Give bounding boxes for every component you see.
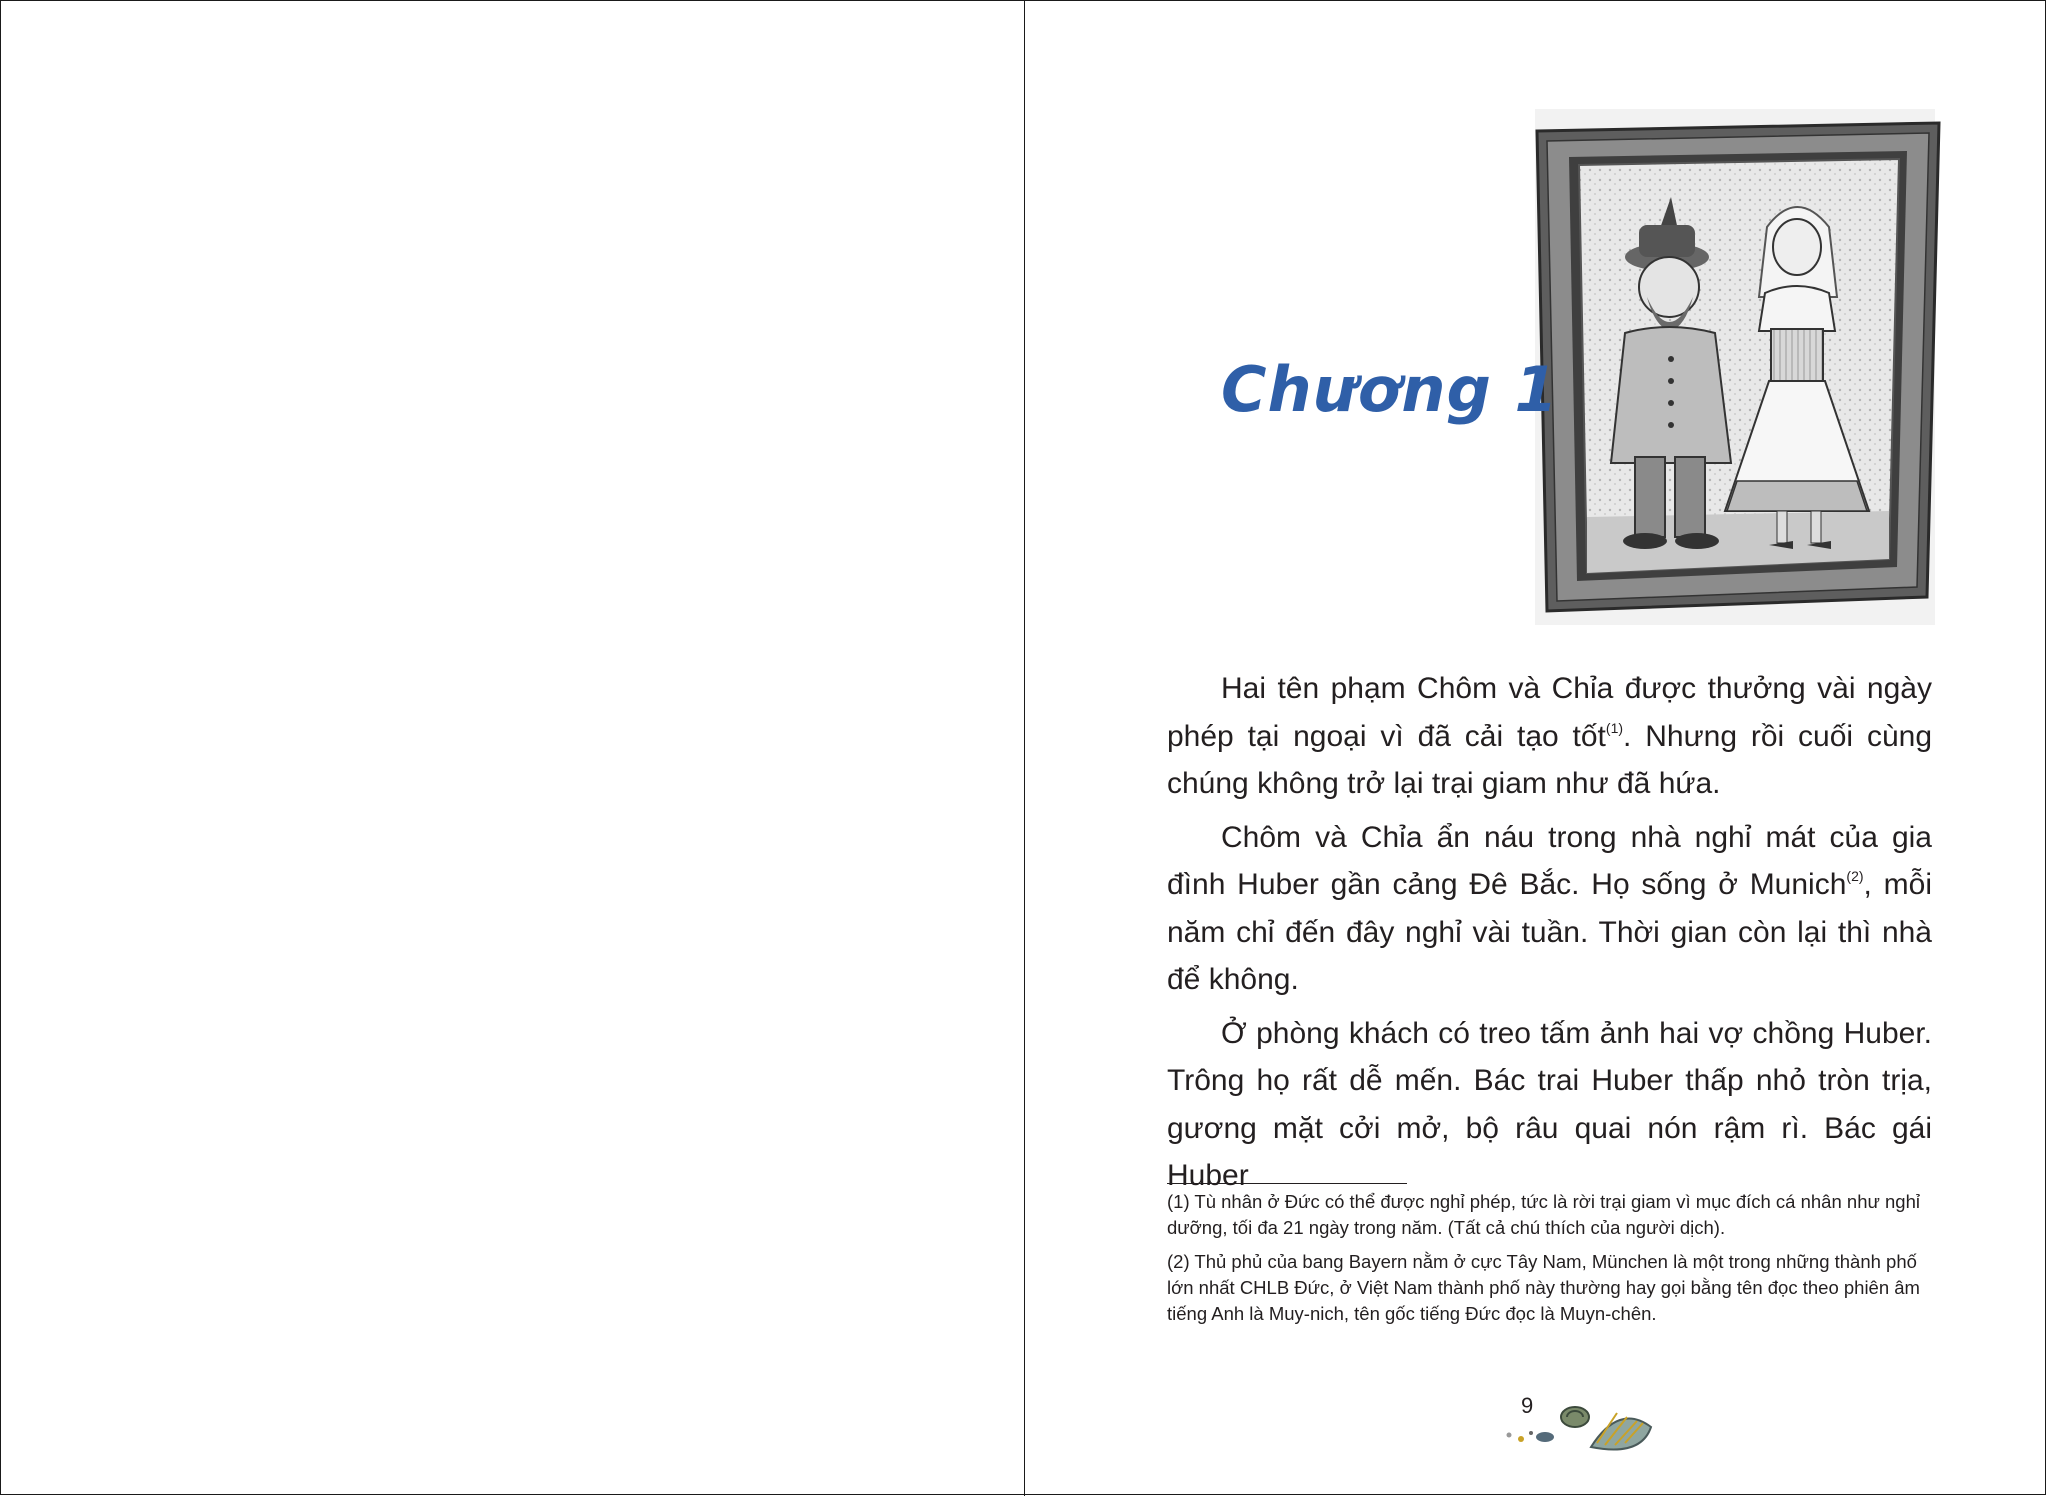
footnote-ref-2: (2) <box>1846 868 1864 884</box>
page-number: 9 <box>1521 1393 1534 1418</box>
footnotes <box>1167 1189 1932 1335</box>
left-page-blank <box>1 1 1025 1496</box>
body-text <box>1167 665 1932 1206</box>
right-page <box>1025 1 2047 1496</box>
footnote-divider <box>1167 1183 1407 1184</box>
footnote-2: (2) Thủ phủ của bang Bayern nằm ở cực Tây Nam, München là một trong những thành phố lớn nhất CHLB Đức, ở Việt Nam thành phố này thường hay gọi bằng tên đọc theo phiên âm tiếng Anh là Muy-nich, tên gốc tiếng Đức đọc là Muyn-chên. <box>1167 1251 1920 1324</box>
portrait-illustration <box>1507 97 1945 625</box>
paragraph-2: Chôm và Chỉa ẩn náu trong nhà nghỉ mát của gia đình Huber gần cảng Đê Bắc. Họ sống ở Munich$^{(2)}$, mỗi năm chỉ đến đây nghỉ vài tuần. Thời gian còn lại thì nhà để không. <box>1167 820 1932 996</box>
paragraph-3: Ở phòng khách có treo tấm ảnh hai vợ chồng Huber. Trông họ rất dễ mến. Bác trai Huber thấp nhỏ tròn trịa, gương mặt cởi mở, bộ râu quai nón rậm rì. Bác gái Huber <box>1167 1016 1932 1192</box>
paragraph-1: Hai tên phạm Chôm và Chỉa được thưởng vài ngày phép tại ngoại vì đã cải tạo tốt$^{(1)}$. Nhưng rồi cuối cùng chúng không trở lại trại giam như đã hứa. <box>1167 672 1932 800</box>
footnote-ref-1: (1) <box>1605 719 1624 736</box>
chapter-title: Chương 1 <box>1221 353 1559 426</box>
footnote-1: (1) Tù nhân ở Đức có thể được nghỉ phép, tức là rời trại giam vì mục đích cá nhân như nghỉ dưỡng, tối đa 21 ngày trong năm. (Tất cả chú thích của người dịch). <box>1167 1191 1920 1238</box>
